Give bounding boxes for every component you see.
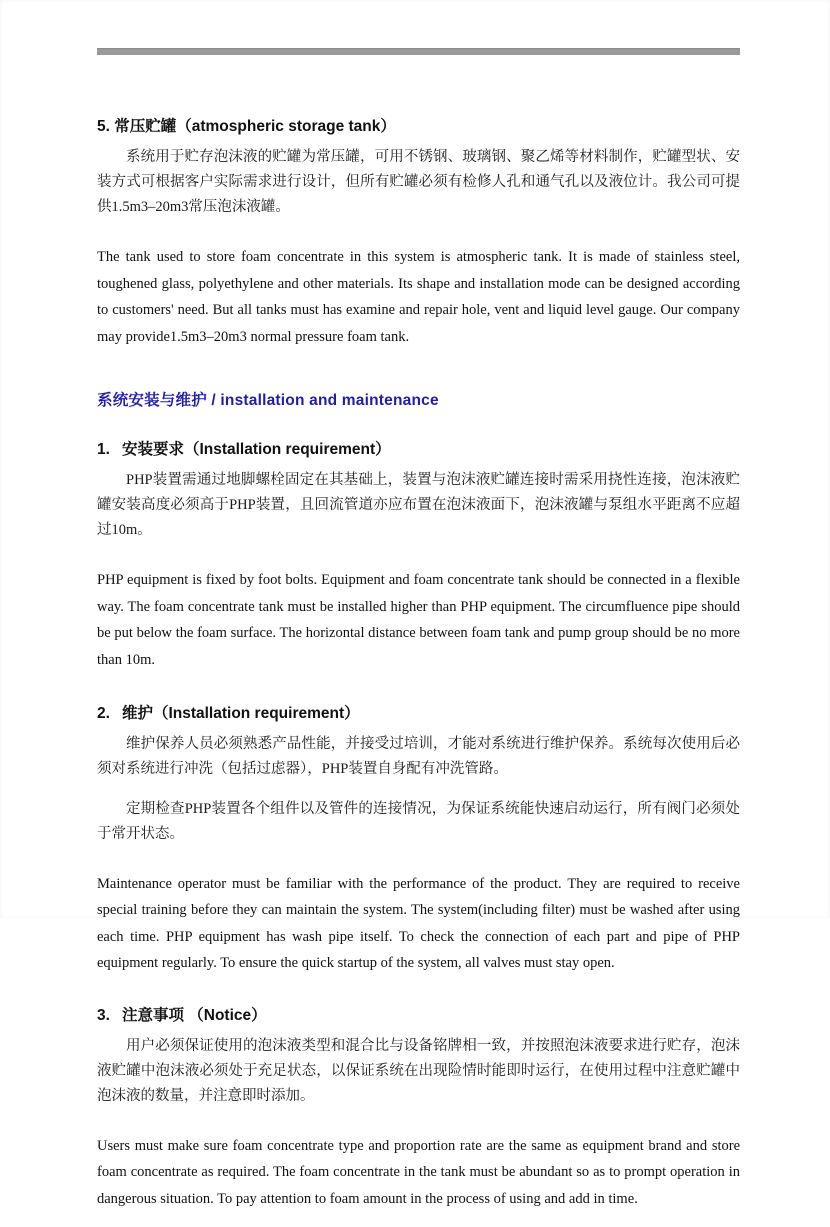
section-3-number: 3. [97,1006,110,1024]
section-3-en-paragraph: Users must make sure foam concentrate type and proportion rate are the same as equipment brand and store foam concentrate as required. The foam concentrate in the tank must be abundant so as to prompt operation in dangerous situation. To pay attention to foam amount in the process of using and add in time. [97,1137,740,1207]
tank-section-heading: 5. 常压贮罐（atmospheric storage tank） [97,118,396,135]
section-1-cn-paragraph: PHP装置需通过地脚螺栓固定在其基础上，装置与泡沫液贮罐连接时需采用挠性连接，泡沫液贮罐安装高度必须高于PHP装置，且回流管道亦应布置在泡沫液面下，泡沫液罐与泵组水平距离不应超过10m。 [97,472,740,538]
section-3-title: 注意事项 （Notice） [121,1006,267,1024]
top-divider-rule [97,48,740,55]
section-2-title: 维护（Installation requirement） [121,705,360,722]
section-1-heading [97,437,740,459]
section-2-cn-paragraph-2: 定期检查PHP装置各个组件以及管件的连接情况，为保证系统能快速启动运行，所有阀门必须处于常开状态。 [97,800,740,842]
section-3-heading [97,1003,740,1025]
page-content [97,0,740,1227]
install-maintenance-heading: 系统安装与维护 / installation and maintenance [97,392,439,409]
section-3-cn-paragraph: 用户必须保证使用的泡沫液类型和混合比与设备铭牌相一致，并按照泡沫液要求进行贮存，泡沫液贮罐中泡沫液必须处于充足状态，以保证系统在出现险情时能即时运行，在使用过程中注意贮罐中泡沫液的数量，并注意即时添加。 [97,1037,740,1104]
section-2-cn-paragraph-1: 维护保养人员必须熟悉产品性能，并接受过培训，才能对系统进行维护保养。系统每次使用后必须对系统进行冲洗（包括过虑器），PHP装置自身配有冲洗管路。 [97,736,740,777]
section-2-en-paragraph: Maintenance operator must be familiar with the performance of the product. They are required to receive special training before they can maintain the system. The system(including filter) must be washed after using each time. PHP equipment has wash pipe itself. To check the connection of each part and pipe of PHP equipment regularly. To ensure the quick startup of the system, all valves must stay open. [97,875,740,971]
section-2-heading [97,701,740,723]
section-2-number: 2. [97,705,110,722]
tank-section-cn-paragraph: 系统用于贮存泡沫液的贮罐为常压罐，可用不锈钢、玻璃钢、聚乙烯等材料制作，贮罐型状、安装方式可根据客户实际需求进行设计，但所有贮罐必须有检修人孔和通气孔以及液位计。我公司可提供1.5m3–20m3常压泡沫液罐。 [97,149,740,215]
section-1-number: 1. [97,441,110,458]
tank-section-en-paragraph: The tank used to store foam concentrate in this system is atmospheric tank. It is made of stainless steel, toughened glass, polyethylene and other materials. Its shape and installation mode can be designed according to customers' need. But all tanks must has examine and repair hole, vent and liquid level gauge. Our company may provide1.5m3–20m3 normal pressure foam tank. [97,249,740,345]
section-1-title: 安装要求（Installation requirement） [121,441,391,458]
section-1-en-paragraph: PHP equipment is fixed by foot bolts. Equipment and foam concentrate tank should be connected in a flexible way. The foam concentrate tank must be installed higher than PHP equipment. The circumfluence pipe should be put below the foam surface. The horizontal distance between foam tank and pump group should be no more than 10m. [97,572,740,668]
